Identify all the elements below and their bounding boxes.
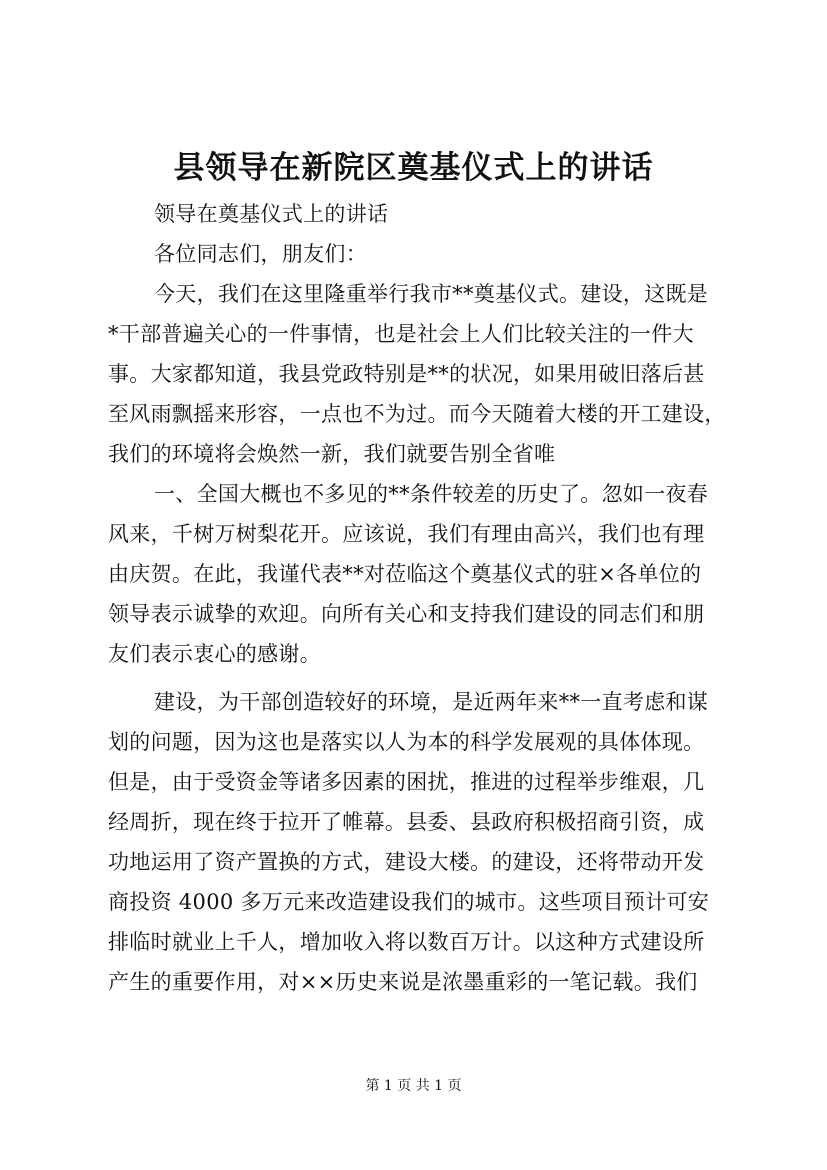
paragraph-line: 今天，我们在这里隆重举行我市**奠基仪式。建设，这既是	[154, 282, 709, 306]
paragraph-line: 友们表示衷心的感谢。	[108, 642, 321, 666]
paragraph-line: *干部普遍关心的一件事情，也是社会上人们比较关注的一件大	[108, 322, 694, 346]
paragraph-line: 经周折，现在终于拉开了帷幕。县委、县政府积极招商引资，成	[108, 810, 705, 834]
paragraph-1	[108, 274, 726, 474]
page-footer: 第 1 页 共 1 页	[365, 1078, 462, 1094]
paragraph-line: 功地运用了资产置换的方式，建设大楼。的建设，还将带动开发	[108, 850, 705, 874]
paragraph-line: 风来，千树万树梨花开。应该说，我们有理由高兴，我们也有理	[108, 522, 705, 546]
paragraph-line: 由庆贺。在此，我谨代表**对莅临这个奠基仪式的驻×各单位的	[108, 562, 702, 586]
paragraph-line: 事。大家都知道，我县党政特别是**的状况，如果用破旧落后甚	[108, 362, 705, 386]
document-subtitle: 领导在奠基仪式上的讲话	[154, 202, 389, 226]
paragraph-line: 排临时就业上千人，增加收入将以数百万计。以这种方式建设所	[108, 930, 705, 954]
paragraph-line: 商投资 4000 多万元来改造建设我们的城市。这些项目预计可安	[108, 890, 710, 914]
paragraph-line: 领导表示诚挚的欢迎。向所有关心和支持我们建设的同志们和朋	[108, 602, 705, 626]
paragraph-line: 我们的环境将会焕然一新，我们就要告别全省唯	[108, 442, 556, 466]
paragraph-line: 但是，由于受资金等诸多因素的困扰，推进的过程举步维艰，几	[108, 770, 705, 794]
salutation: 各位同志们，朋友们：	[154, 242, 367, 266]
document-body	[108, 194, 726, 1002]
paragraph-line: 建设，为干部创造较好的环境，是近两年来**一直考虑和谋	[154, 690, 709, 714]
paragraph-line: 划的问题，因为这也是落实以人为本的科学发展观的具体体现。	[108, 730, 705, 754]
paragraph-2	[108, 474, 718, 674]
paragraph-line: 产生的重要作用，对××历史来说是浓墨重彩的一笔记载。我们	[108, 970, 698, 994]
paragraph-line: 至风雨飘摇来形容，一点也不为过。而今天随着大楼的开工建设，	[108, 402, 726, 426]
paragraph-line: 一、全国大概也不多见的**条件较差的历史了。忽如一夜春	[154, 482, 709, 506]
document-title: 县领导在新院区奠基仪式上的讲话	[173, 150, 654, 186]
paragraph-3	[108, 682, 718, 1002]
paragraph-spacer	[108, 674, 718, 682]
